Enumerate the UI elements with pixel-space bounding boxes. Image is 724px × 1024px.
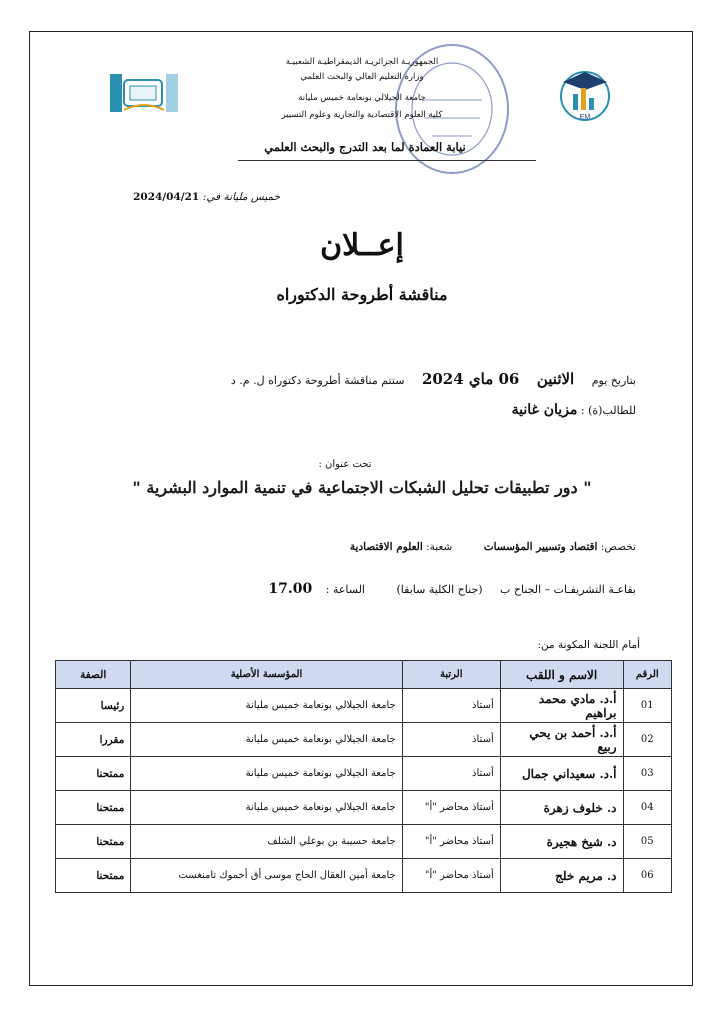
table-row [56,757,672,791]
row-rank: أستاذ محاضر "أ" [402,859,500,893]
faculty-emblem-logo [557,64,613,124]
specialty-line [240,541,636,553]
jury-table-header [56,661,672,689]
branch-label: شعبة: [426,541,453,553]
issue-date [120,191,280,203]
row-rank: أستاذ محاضر "أ" [402,791,500,825]
university-logo [108,70,180,116]
announcement-subtitle: مناقشة أطروحة الدكتوراه [276,285,448,304]
table-row [56,723,672,757]
table-row [56,791,672,825]
defense-time: 17.00 [268,581,313,597]
thesis-title: " دور تطبيقات تحليل الشبكات الاجتماعية في تنمية الموارد البشرية " [132,478,592,497]
student-line [300,402,636,418]
row-name: د. مريم خلج [500,859,623,893]
defense-day: الاثنين [536,370,575,388]
row-institution: جامعة أمين العقال الحاج موسى أق أخموك تامنغست [131,859,402,893]
student-label: للطالب(ة) : [580,404,636,417]
specialty-label: تخصص: [600,541,636,553]
thesis-title-label: تحت عنوان : [318,459,372,470]
svg-text:EM: EM [579,114,591,121]
vice-deanship-title: نيابة العمادة لما بعد التدرج والبحث العلمي [264,140,466,154]
header-name: الاسم و اللقب [500,661,623,689]
row-rank: أستاذ [402,723,500,757]
venue: بقاعـة التشريفـات – الجناح ب [500,583,636,596]
row-role: رئيسا [56,689,131,723]
row-number: 03 [623,757,671,791]
header-divider [238,160,536,161]
row-institution: جامعة الجيلالي بونعامة خميس مليانة [131,757,402,791]
header-rank: الرتبة [402,661,500,689]
row-institution: جامعة الجيلالي بونعامة خميس مليانة [131,689,402,723]
student-name: مزيان غانية [511,402,578,418]
row-role: مقررا [56,723,131,757]
specialty-value: اقتصاد وتسيير المؤسسات [483,541,598,553]
row-number: 01 [623,689,671,723]
defense-text: ستتم مناقشة أطروحة دكتوراه ل. م. د [230,374,405,387]
header-number: الرقم [623,661,671,689]
defense-date-line [200,370,636,388]
row-name: أ.د. سعيداني جمال [500,757,623,791]
defense-date: 06 ماي 2024 [421,370,520,388]
row-number: 02 [623,723,671,757]
row-rank: أستاذ [402,689,500,723]
on-date-label: بتاريخ يوم [591,374,636,387]
header-role: الصفة [56,661,131,689]
table-row [56,859,672,893]
table-row [56,689,672,723]
row-number: 04 [623,791,671,825]
row-role: ممتحنا [56,825,131,859]
row-number: 05 [623,825,671,859]
row-rank: أستاذ [402,757,500,791]
row-name: أ.د. مادي محمد براهيم [500,689,623,723]
announcement-title: إعــلان [320,228,404,263]
venue-note: (جناح الكلية سابقا) [396,583,483,596]
header-faculty: كلية العلوم الاقتصادية والتجارية وعلوم التسيير [281,110,443,120]
row-institution: جامعة الجيلالي بونعامة خميس مليانة [131,791,402,825]
row-role: ممتحنا [56,757,131,791]
row-name: د. خلوف زهرة [500,791,623,825]
row-role: ممتحنا [56,859,131,893]
header-republic: الجمهوريـة الجزائريـة الديمقراطيـة الشعبيـة [285,57,439,67]
header-institution: المؤسسة الأصلية [131,661,402,689]
row-name: أ.د. أحمد بن يحي ربيع [500,723,623,757]
table-row [56,825,672,859]
row-name: د. شيخ هجيرة [500,825,623,859]
row-role: ممتحنا [56,791,131,825]
row-rank: أستاذ محاضر "أ" [402,825,500,859]
issue-date-prefix: خميس مليانة في: [202,191,280,203]
issue-date-value: 2024/04/21 [133,191,200,203]
header-ministry: وزارة التعليم العالي والبحث العلمي [300,72,424,82]
time-label: الساعة : [325,583,365,596]
venue-line [170,581,636,597]
header-university: جامعة الجيلالي بونعامة خميس مليانة [298,93,426,103]
committee-label: أمام اللجنة المكونة من: [537,639,640,651]
jury-table [55,660,672,893]
row-institution: جامعة الجيلالي بونعامة خميس مليانة [131,723,402,757]
row-institution: جامعة حسيبة بن بوعلي الشلف [131,825,402,859]
branch-value: العلوم الاقتصادية [349,541,423,553]
row-number: 06 [623,859,671,893]
